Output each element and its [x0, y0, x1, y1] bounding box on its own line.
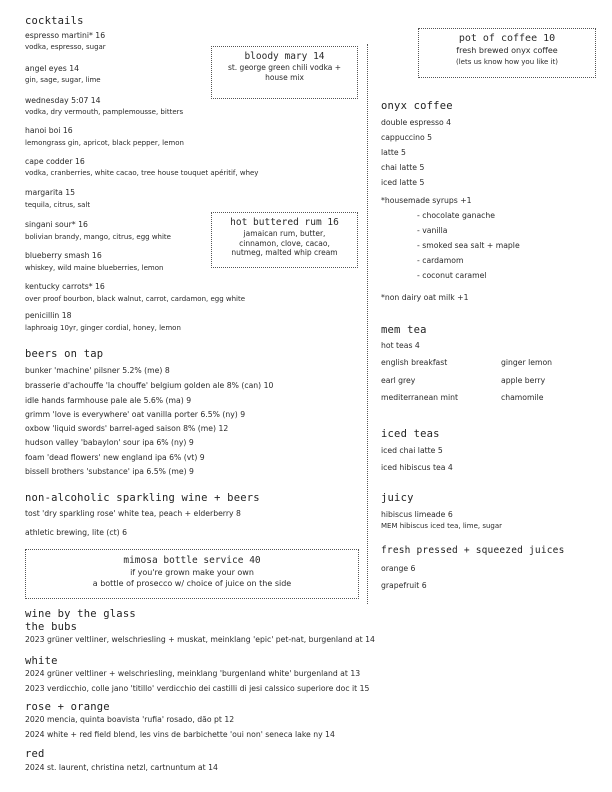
wine-item: 2024 white + red field blend, les vins de barbichette 'oui non' seneca lake ny 14 [25, 730, 335, 739]
tea-item: chamomile [501, 393, 544, 402]
beer-item: bissell brothers 'substance' ipa 6.5% (me) 9 [25, 467, 194, 476]
iced-teas-heading: iced teas [381, 428, 440, 440]
cocktail-name: singani sour* 16 [25, 220, 88, 229]
onyx-item: iced latte 5 [381, 178, 425, 187]
cocktail-name: hanoi boi 16 [25, 126, 73, 135]
tea-item: mediterranean mint [381, 393, 459, 402]
onyx-item: latte 5 [381, 148, 406, 157]
beers-heading: beers on tap [25, 348, 104, 360]
cocktail-name: espresso martini* 16 [25, 31, 106, 40]
juice-item: orange 6 [381, 564, 416, 573]
juice-item: grapefruit 6 [381, 581, 427, 590]
cocktail-name: kentucky carrots* 16 [25, 282, 105, 291]
wine-bubs-heading: the bubs [25, 621, 78, 633]
non-alc-item: tost 'dry sparkling rose' white tea, peach + elderberry 8 [25, 509, 241, 518]
wine-item: 2024 st. laurent, christina netzl, cartnuntum at 14 [25, 763, 218, 772]
onyx-heading: onyx coffee [381, 100, 453, 112]
oat-milk-note: *non dairy oat milk +1 [381, 293, 469, 302]
pot-of-coffee-line2: (lets us know how you like it) [455, 58, 559, 66]
syrup-item: - chocolate ganache [417, 211, 495, 220]
cocktail-desc: vodka, espresso, sugar [25, 43, 106, 51]
juicy-heading: juicy [381, 492, 414, 504]
cocktail-name: angel eyes 14 [25, 64, 80, 73]
cocktail-desc: whiskey, wild maine blueberries, lemon [25, 264, 164, 272]
beer-item: grimm 'love is everywhere' oat vanilla porter 6.5% (ny) 9 [25, 410, 246, 419]
mimosa-line1: if you're grown make your own [130, 568, 254, 577]
cocktail-desc: vodka, dry vermouth, pamplemousse, bitters [25, 108, 184, 116]
pot-of-coffee-box [418, 28, 596, 78]
cocktail-desc: bolivian brandy, mango, citrus, egg white [25, 233, 171, 241]
non-alc-heading: non-alcoholic sparkling wine + beers [25, 492, 260, 504]
hot-buttered-rum-line2: cinnamon, clove, cacao, [239, 238, 330, 248]
mem-tea-heading: mem tea [381, 324, 427, 336]
syrup-item: - vanilla [417, 226, 448, 235]
pot-of-coffee-title: pot of coffee 10 [458, 33, 556, 44]
cocktail-name: penicillin 18 [25, 311, 72, 320]
syrup-item: - cardamom [417, 256, 464, 265]
onyx-item: chai latte 5 [381, 163, 425, 172]
bloody-mary-title: bloody mary 14 [244, 51, 325, 62]
iced-tea-item: iced chai latte 5 [381, 446, 443, 455]
wine-red-heading: red [25, 748, 45, 760]
tea-item: apple berry [501, 376, 546, 385]
syrup-item: - coconut caramel [417, 271, 487, 280]
beer-item: idle hands farmhouse pale ale 5.6% (ma) 9 [25, 396, 192, 405]
hot-buttered-rum-title: hot buttered rum 16 [230, 217, 339, 228]
beer-item: hudson valley 'babaylon' sour ipa 6% (ny) 9 [25, 438, 194, 447]
cocktails-heading: cocktails [25, 15, 84, 27]
pot-of-coffee-line1: fresh brewed onyx coffee [456, 46, 558, 55]
mimosa-box [25, 549, 359, 599]
wine-white-heading: white [25, 655, 58, 667]
tea-item: english breakfast [381, 358, 448, 367]
cocktail-name: blueberry smash 16 [25, 251, 102, 260]
hot-buttered-rum-box [211, 212, 358, 268]
iced-tea-item: iced hibiscus tea 4 [381, 463, 453, 472]
wine-item: 2023 verdicchio, colle jano 'titillo' verdicchio dei castilli di jesi calssico superiore doc it 15 [25, 684, 370, 693]
wine-heading: wine by the glass [25, 608, 136, 620]
fresh-juices-heading: fresh pressed + squeezed juices [381, 545, 565, 556]
beer-item: bunker 'machine' pilsner 5.2% (me) 8 [25, 366, 170, 375]
cocktail-desc: over proof bourbon, black walnut, carrot, cardamon, egg white [25, 295, 246, 303]
cocktail-desc: vodka, cranberries, white cacao, tree house touquet apéritif, whey [25, 169, 259, 177]
bloody-mary-line2: house mix [265, 72, 304, 82]
beer-item: brasserie d'achouffe 'la chouffe' belgium golden ale 8% (can) 10 [25, 381, 274, 390]
hot-buttered-rum-line3: nutmeg, malted whip cream [231, 248, 338, 257]
syrups-heading: *housemade syrups +1 [381, 196, 472, 205]
bloody-mary-box [211, 46, 358, 99]
mimosa-line2: a bottle of prosecco w/ choice of juice on the side [92, 579, 292, 588]
cocktail-desc: tequila, citrus, salt [25, 201, 91, 209]
tea-item: earl grey [381, 376, 416, 385]
beer-item: foam 'dead flowers' new england ipa 6% (vt) 9 [25, 453, 205, 462]
non-alc-item: athletic brewing, lite (ct) 6 [25, 528, 127, 537]
onyx-item: double espresso 4 [381, 118, 452, 127]
cocktail-name: margarita 15 [25, 188, 76, 197]
juicy-item: hibiscus limeade 6 [381, 510, 453, 519]
bloody-mary-line1: st. george green chili vodka + [227, 63, 342, 72]
juicy-desc: MEM hibiscus iced tea, lime, sugar [381, 522, 503, 530]
wine-item: 2024 grüner veltliner + welschriesling, meinklang 'burgenland white' burgenland at 13 [25, 669, 361, 678]
hot-buttered-rum-line1: jamaican rum, butter, [243, 229, 326, 238]
mimosa-title: mimosa bottle service 40 [123, 555, 261, 566]
hot-teas-label: hot teas 4 [381, 341, 420, 350]
wine-item: 2020 mencia, quinta boavista 'rufia' rosado, dão pt 12 [25, 715, 235, 724]
syrup-item: - smoked sea salt + maple [417, 241, 520, 250]
tea-item: ginger lemon [501, 358, 553, 367]
onyx-item: cappuccino 5 [381, 133, 433, 142]
cocktail-desc: lemongrass gin, apricot, black pepper, lemon [25, 139, 184, 147]
cocktail-desc: laphroaig 10yr, ginger cordial, honey, lemon [25, 324, 181, 332]
cocktail-name: wednesday 5:07 14 [25, 96, 101, 105]
column-divider [367, 44, 368, 604]
wine-rose-heading: rose + orange [25, 701, 110, 713]
cocktail-desc: gin, sage, sugar, lime [25, 76, 101, 84]
beer-item: oxbow 'liquid swords' barrel-aged saison 8% (me) 12 [25, 424, 229, 433]
wine-item: 2023 grüner veltliner, welschriesling + muskat, meinklang 'epic' pet-nat, burgenland at 14 [25, 635, 375, 644]
cocktail-name: cape codder 16 [25, 157, 85, 166]
